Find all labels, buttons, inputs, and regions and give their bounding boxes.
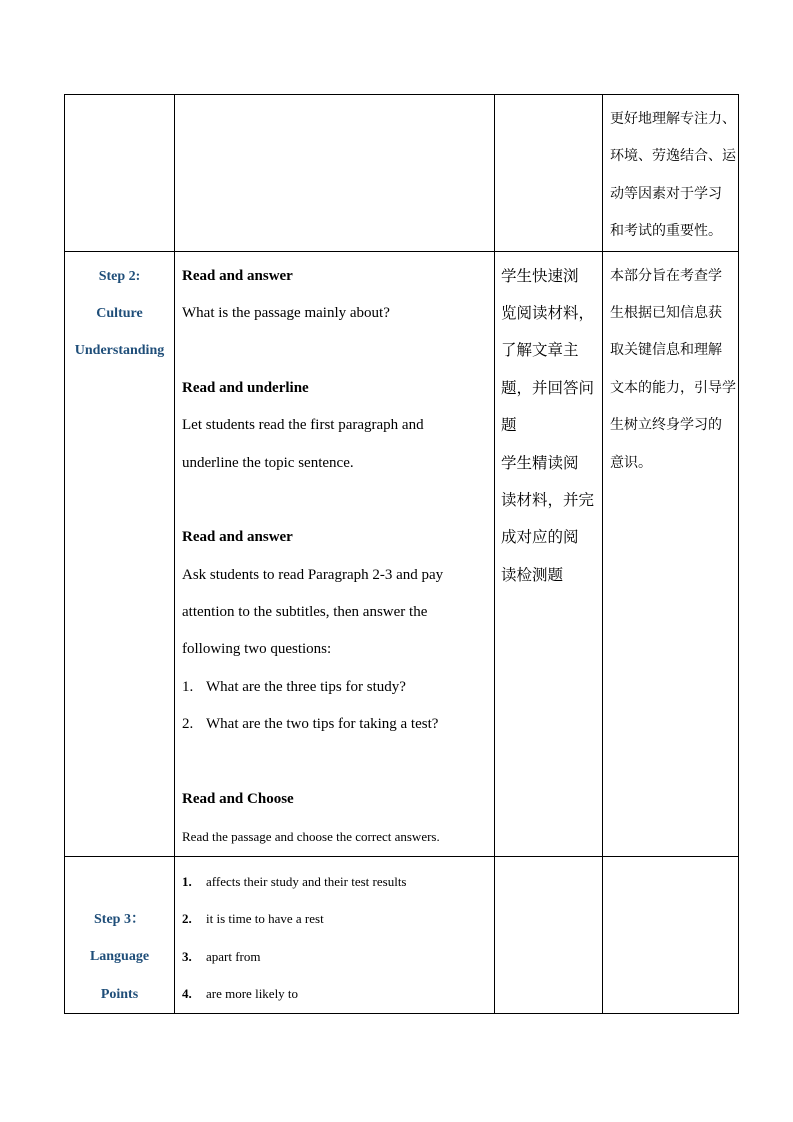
activity-line: 了解文章主 [501, 341, 579, 360]
purpose-cell [603, 95, 739, 252]
purpose-line: 和考试的重要性。 [610, 223, 722, 240]
table-row [65, 251, 739, 856]
table-row [65, 95, 739, 252]
instruction-text: attention to the subtitles, then answer the [182, 604, 428, 621]
activity-line: 览阅读材料， [501, 303, 595, 322]
step-cell [65, 95, 175, 252]
spacer [175, 332, 494, 369]
activity-line: 读检测题 [501, 565, 564, 584]
step-label: Points [100, 986, 139, 1002]
purpose-line: 生根据已知信息获 [610, 304, 722, 321]
step-label: Understanding [74, 343, 165, 359]
spacer [175, 744, 494, 781]
step-label: Language [89, 949, 150, 965]
purpose-cell [603, 856, 739, 1013]
content-cell [175, 251, 495, 856]
spacer [175, 482, 494, 519]
instruction-text: underline the topic sentence. [182, 454, 354, 471]
instruction-text: Ask students to read Paragraph 2-3 and pay [182, 566, 444, 583]
list-item: 1. What are the three tips for study? [182, 678, 406, 695]
list-item: 2. What are the two tips for taking a test? [182, 716, 439, 733]
purpose-cell [603, 251, 739, 856]
activity-line: 学生快速浏 [501, 266, 579, 285]
step-label: Step 2: [98, 268, 141, 284]
section-heading: Read and answer [182, 267, 293, 284]
purpose-line: 环境、劳逸结合、运 [610, 148, 736, 165]
list-item: 2. it is time to have a rest [182, 911, 324, 927]
section-heading: Read and answer [182, 529, 293, 546]
list-item: 3. apart from [182, 948, 261, 964]
student-activity-cell [495, 95, 603, 252]
purpose-line: 取关键信息和理解 [610, 342, 722, 359]
student-activity-cell [495, 856, 603, 1013]
activity-line: 题 [501, 416, 517, 435]
activity-line: 学生精读阅 [501, 453, 579, 472]
purpose-line: 动等因素对于学习 [610, 185, 722, 202]
table-row [65, 856, 739, 1013]
content-cell [175, 95, 495, 252]
instruction-text: following two questions: [182, 641, 332, 658]
activity-line: 读材料，并完 [501, 490, 595, 509]
question-text: What is the passage mainly about? [182, 304, 390, 321]
student-activity-cell [495, 251, 603, 856]
step-cell [65, 856, 175, 1013]
purpose-line: 意识。 [610, 454, 652, 471]
instruction-text: Let students read the first paragraph and [182, 417, 424, 434]
section-heading: Read and underline [182, 379, 309, 396]
instruction-text: Read the passage and choose the correct answers. [182, 829, 440, 845]
purpose-line: 文本的能力，引导学 [610, 379, 736, 396]
purpose-line: 生树立终身学习的 [610, 417, 722, 434]
lesson-plan-table [64, 94, 739, 1014]
list-item: 1. affects their study and their test results [182, 873, 407, 889]
step-label: Culture [96, 305, 143, 321]
activity-line: 题，并回答问 [501, 378, 595, 397]
purpose-line: 更好地理解专注力、 [610, 111, 736, 127]
step-cell [65, 251, 175, 856]
purpose-line: 本部分旨在考查学 [610, 267, 722, 284]
activity-line: 成对应的阅 [501, 528, 579, 547]
section-heading: Read and Choose [182, 791, 294, 808]
content-cell [175, 856, 495, 1013]
list-item: 4. are more likely to [182, 985, 299, 1001]
step-label: Step 3： [94, 911, 145, 927]
